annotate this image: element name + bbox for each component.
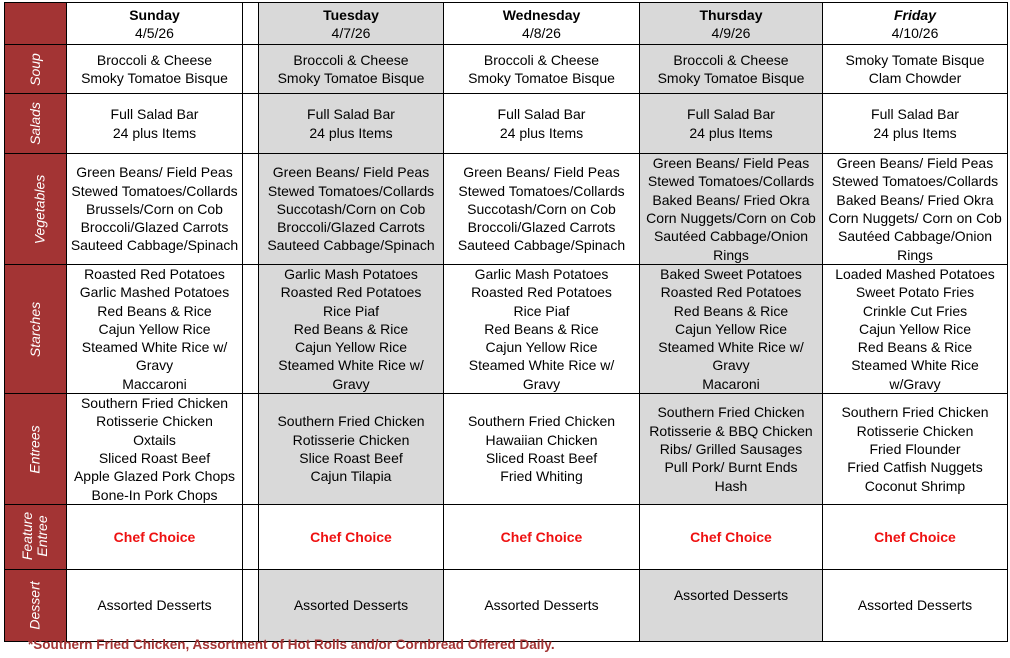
- day-header-wednesday: [444, 3, 640, 45]
- footnote: *Southern Fried Chicken, Assortment of Hot Rolls and/or Cornbread Offered Daily.: [28, 637, 555, 652]
- category-label: [21, 512, 51, 560]
- menu-cell: Smoky Tomate Bisque Clam Chowder: [823, 45, 1008, 94]
- feature-entree-row: [5, 505, 1008, 570]
- menu-cell: Broccoli & Cheese Smoky Tomatoe Bisque: [640, 45, 823, 94]
- weekly-menu-table: [4, 2, 1008, 642]
- feature-cell: Chef Choice: [67, 505, 243, 570]
- category-dessert: [5, 570, 67, 642]
- menu-cell: Full Salad Bar 24 plus Items: [67, 94, 243, 154]
- category-label: Salads: [27, 102, 43, 146]
- menu-cell: Broccoli & Cheese Smoky Tomatoe Bisque: [67, 45, 243, 94]
- menu-cell: Loaded Mashed Potatoes Sweet Potato Fries Crinkle Cut Fries Cajun Yellow Rice Red Beans & Rice Steamed White Rice w/Gravy: [823, 265, 1008, 394]
- gap-column: [243, 45, 259, 94]
- menu-cell: Southern Fried Chicken Rotisserie Chicken Fried Flounder Fried Catfish Nuggets Coconut Shrimp: [823, 394, 1008, 505]
- menu-cell: Full Salad Bar 24 plus Items: [640, 94, 823, 154]
- day-date: 4/9/26: [711, 24, 751, 41]
- gap-column: [243, 265, 259, 394]
- menu-cell: Full Salad Bar 24 plus Items: [444, 94, 640, 154]
- category-vegetables: [5, 154, 67, 265]
- entrees-row: [5, 394, 1008, 505]
- menu-cell: Assorted Desserts: [67, 570, 243, 642]
- menu-cell: Baked Sweet Potatoes Roasted Red Potatoes Red Beans & Rice Cajun Yellow Rice Steamed White Rice w/ Gravy Macaroni: [640, 265, 823, 394]
- day-header-friday: [823, 3, 1008, 45]
- day-header-sunday: [67, 3, 243, 45]
- day-date: 4/7/26: [331, 24, 371, 41]
- day-name: Friday: [893, 6, 936, 23]
- day-name: Thursday: [699, 6, 763, 23]
- menu-cell: Garlic Mash Potatoes Roasted Red Potatoes Rice Piaf Red Beans & Rice Cajun Yellow Rice Steamed White Rice w/ Gravy: [259, 265, 444, 394]
- dessert-row: [5, 570, 1008, 642]
- category-label: Dessert: [26, 581, 43, 631]
- feature-cell: Chef Choice: [444, 505, 640, 570]
- menu-cell: Green Beans/ Field Peas Stewed Tomatoes/Collards Brussels/Corn on Cob Broccoli/Glazed Carrots Sauteed Cabbage/Spinach: [67, 154, 243, 265]
- menu-cell: Full Salad Bar 24 plus Items: [823, 94, 1008, 154]
- day-date: 4/10/26: [891, 24, 939, 41]
- gap-column: [243, 3, 259, 45]
- corner-cell: [5, 3, 67, 45]
- category-label: Entrees: [27, 425, 43, 474]
- menu-cell: Broccoli & Cheese Smoky Tomatoe Bisque: [259, 45, 444, 94]
- menu-cell: Roasted Red Potatoes Garlic Mashed Potatoes Red Beans & Rice Cajun Yellow Rice Steamed White Rice w/ Gravy Maccaroni: [67, 265, 243, 394]
- category-entrees: [5, 394, 67, 505]
- menu-cell: Assorted Desserts: [640, 570, 823, 642]
- feature-cell: Chef Choice: [823, 505, 1008, 570]
- menu-cell: Green Beans/ Field Peas Stewed Tomatoes/Collards Baked Beans/ Fried Okra Corn Nuggets/Corn on Cob Sautéed Cabbage/Onion Rings: [640, 154, 823, 265]
- menu-cell: Full Salad Bar 24 plus Items: [259, 94, 444, 154]
- menu-cell: Southern Fried Chicken Rotisserie Chicken Slice Roast Beef Cajun Tilapia: [259, 394, 444, 505]
- soup-row: [5, 45, 1008, 94]
- category-label: Vegetables: [31, 174, 48, 245]
- menu-cell: Green Beans/ Field Peas Stewed Tomatoes/Collards Baked Beans/ Fried Okra Corn Nuggets/ Corn on Cob Sautéed Cabbage/Onion Rings: [823, 154, 1008, 265]
- day-header-thursday: [640, 3, 823, 45]
- day-date: 4/5/26: [135, 24, 174, 41]
- menu-cell: Assorted Desserts: [259, 570, 444, 642]
- category-label-line1: Feature: [19, 512, 36, 561]
- day-header-row: [5, 3, 1008, 45]
- category-starches: [5, 265, 67, 394]
- gap-column: [243, 505, 259, 570]
- menu-cell: Assorted Desserts: [823, 570, 1008, 642]
- starches-row: [5, 265, 1008, 394]
- vegetables-row: [5, 154, 1008, 265]
- gap-column: [243, 394, 259, 505]
- day-name: Tuesday: [323, 6, 379, 23]
- menu-cell: Green Beans/ Field Peas Stewed Tomatoes/Collards Succotash/Corn on Cob Broccoli/Glazed Carrots Sauteed Cabbage/Spinach: [259, 154, 444, 265]
- menu-cell: Green Beans/ Field Peas Stewed Tomatoes/Collards Succotash/Corn on Cob Broccoli/Glazed Carrots Sauteed Cabbage/Spinach: [444, 154, 640, 265]
- menu-cell: Southern Fried Chicken Rotisserie & BBQ Chicken Ribs/ Grilled Sausages Pull Pork/ Burnt Ends Hash: [640, 394, 823, 505]
- menu-cell: Garlic Mash Potatoes Roasted Red Potatoes Rice Piaf Red Beans & Rice Cajun Yellow Rice Steamed White Rice w/ Gravy: [444, 265, 640, 394]
- category-label: Soup: [26, 52, 43, 86]
- gap-column: [243, 154, 259, 265]
- category-feature-entree: [5, 505, 67, 570]
- category-soup: [5, 45, 67, 94]
- category-label: Starches: [27, 301, 43, 358]
- day-name: Sunday: [129, 6, 180, 23]
- feature-cell: Chef Choice: [259, 505, 444, 570]
- menu-cell: Southern Fried Chicken Rotisserie Chicken Oxtails Sliced Roast Beef Apple Glazed Pork Chops Bone-In Pork Chops: [67, 394, 243, 505]
- gap-column: [243, 570, 259, 642]
- feature-cell: Chef Choice: [640, 505, 823, 570]
- day-date: 4/8/26: [522, 24, 561, 41]
- day-name: Wednesday: [502, 6, 581, 23]
- gap-column: [243, 94, 259, 154]
- salads-row: [5, 94, 1008, 154]
- menu-cell: Broccoli & Cheese Smoky Tomatoe Bisque: [444, 45, 640, 94]
- menu-cell: Assorted Desserts: [444, 570, 640, 642]
- category-salads: [5, 94, 67, 154]
- day-header-tuesday: [259, 3, 444, 45]
- category-label-line2: Entree: [34, 515, 51, 558]
- menu-cell: Southern Fried Chicken Hawaiian Chicken Sliced Roast Beef Fried Whiting: [444, 394, 640, 505]
